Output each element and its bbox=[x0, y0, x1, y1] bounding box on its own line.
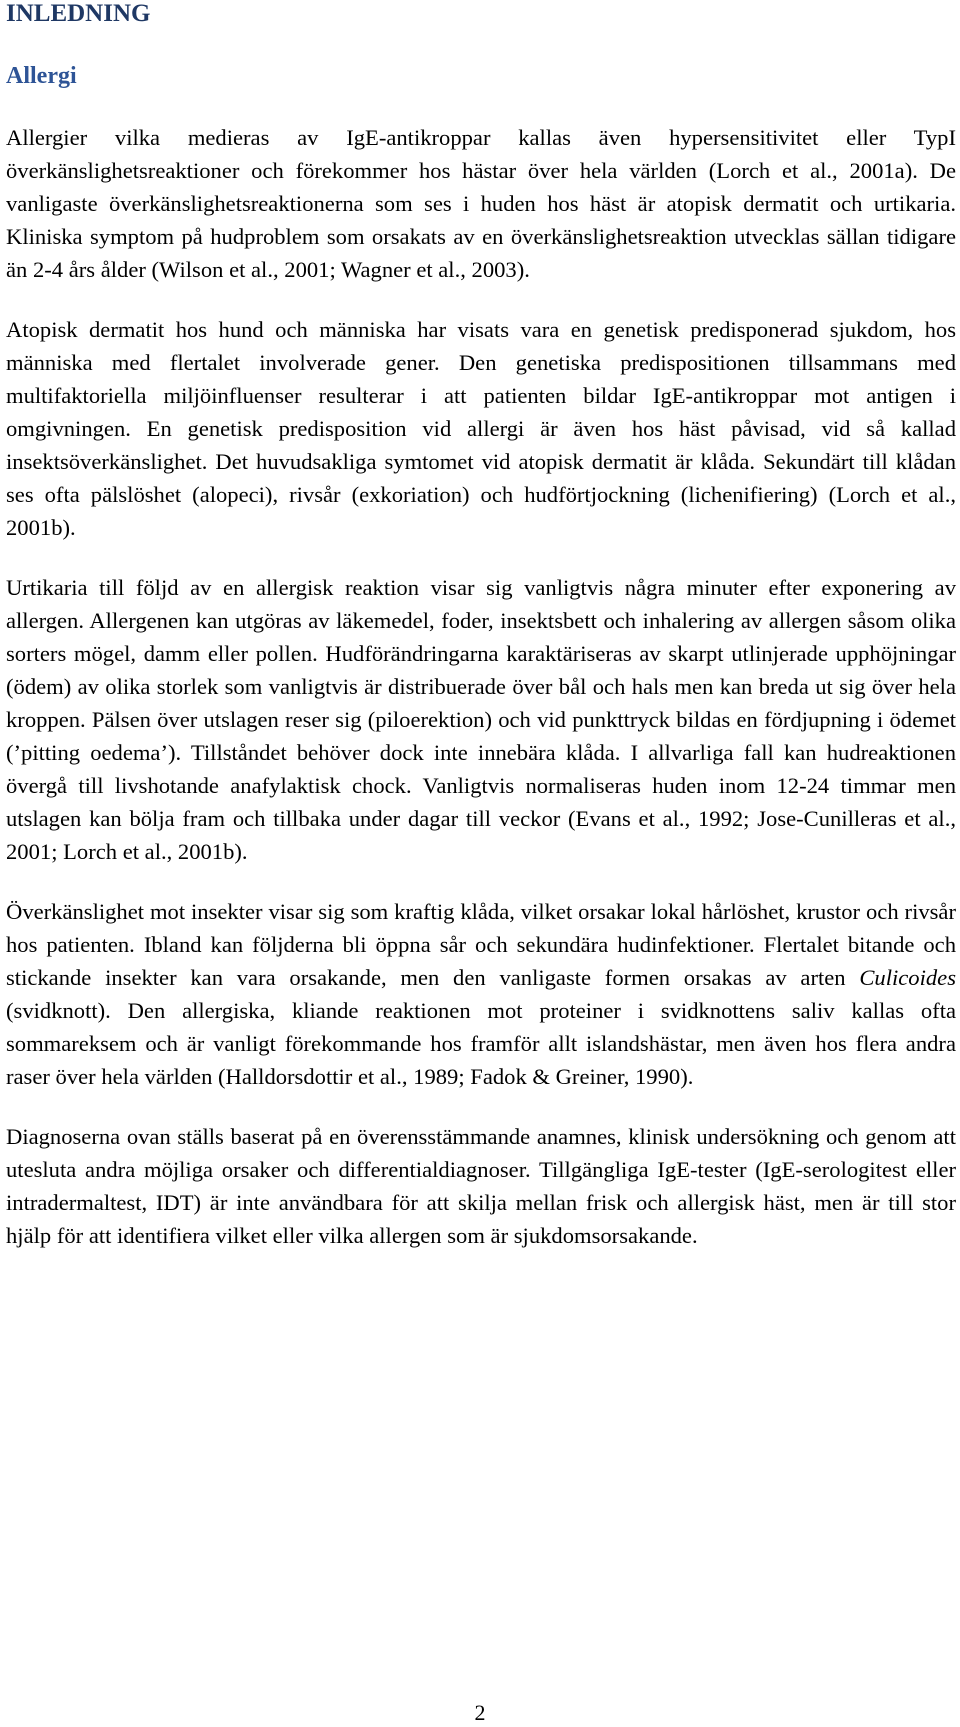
page-heading: INLEDNING bbox=[6, 0, 151, 27]
paragraph-2: Atopisk dermatit hos hund och människa har visats vara en genetisk predisponerad sjukdom, hos människa med flertalet involverade gener. Den genetiska predispositionen tillsammans med multifaktoriella miljöinfluenser resulterar i att patienten bildar IgE-antikroppar mot antigen i omgivningen. En genetisk predisposition vid allergi är även hos häst påvisad, vid så kallad insektsöverkänslighet. Det huvudsakliga symtomet vid atopisk dermatit är klåda. Sekundärt till klådan ses ofta pälslöshet (alopeci), rivsår (exkoriation) och hudförtjockning (lichenifiering) (Lorch et al., 2001b). bbox=[6, 317, 956, 540]
paragraph-3: Urtikaria till följd av en allergisk reaktion visar sig vanligtvis några minuter efter exponering av allergen. Allergenen kan utgöras av läkemedel, foder, insektsbett och inhalering av allergen såsom olika sorters mögel, damm eller pollen. Hudförändringarna karaktäriseras av skarpt utlinjerade upphöjningar (ödem) av olika storlek som vanligtvis är distribuerade över bål och hals men kan breda ut sig över hela kroppen. Pälsen över utslagen reser sig (piloerektion) och vid punkttryck bildas en fördjupning i ödemet (’pitting oedema’). Tillståndet behöver dock inte innebära klåda. I allvarliga fall kan hudreaktionen övergå till livshotande anafylaktisk chock. Vanligtvis normaliseras huden inom 12-24 timmar men utslagen kan bölja fram och tillbaka under dagar till veckor (Evans et al., 1992; Jose-Cunilleras et al., 2001; Lorch et al., 2001b). bbox=[6, 575, 956, 864]
section-heading: Allergi bbox=[6, 63, 77, 89]
paragraph-4-text-start: Överkänslighet mot insekter visar sig som kraftig klåda, vilket orsakar lokal hårlöshet, krustor och rivsår hos patienten. Ibland kan följderna bli öppna sår och sekundära hudinfektioner. Flertalet bitande och stickande insekter kan vara orsakande, men den vanligaste formen orsakas av arten bbox=[6, 899, 956, 990]
document-page bbox=[6, 0, 956, 1252]
paragraph-4 bbox=[6, 895, 956, 1093]
page-number: 2 bbox=[474, 1700, 486, 1725]
paragraph-1: Allergier vilka medieras av IgE-antikroppar kallas även hypersensitivitet eller TypI överkänslighetsreaktioner och förekommer hos hästar över hela världen (Lorch et al., 2001a). De vanligaste överkänslighetsreaktionerna som ses i huden hos häst är atopisk dermatit och urtikaria. Kliniska symptom på hudproblem som orsakats av en överkänslighetsreaktion utvecklas sällan tidigare än 2-4 års ålder (Wilson et al., 2001; Wagner et al., 2003). bbox=[6, 125, 956, 282]
paragraph-5: Diagnoserna ovan ställs baserat på en överensstämmande anamnes, klinisk undersökning och genom att utesluta andra möjliga orsaker och differentialdiagnoser. Tillgängliga IgE-tester (IgE-serologitest eller intradermaltest, IDT) är inte användbara för att skilja mellan frisk och allergisk häst, men är till stor hjälp för att identifiera vilket eller vilka allergen som är sjukdomsorsakande. bbox=[6, 1124, 956, 1248]
species-name-italic: Culicoides bbox=[859, 965, 956, 990]
paragraph-4-text-end: (svidknott). Den allergiska, kliande reaktionen mot proteiner i svidknottens saliv kallas ofta sommareksem och är vanligt förekommande hos framför allt islandshästar, men även hos flera andra raser över hela världen (Halldorsdottir et al., 1989; Fadok & Greiner, 1990). bbox=[6, 998, 956, 1089]
